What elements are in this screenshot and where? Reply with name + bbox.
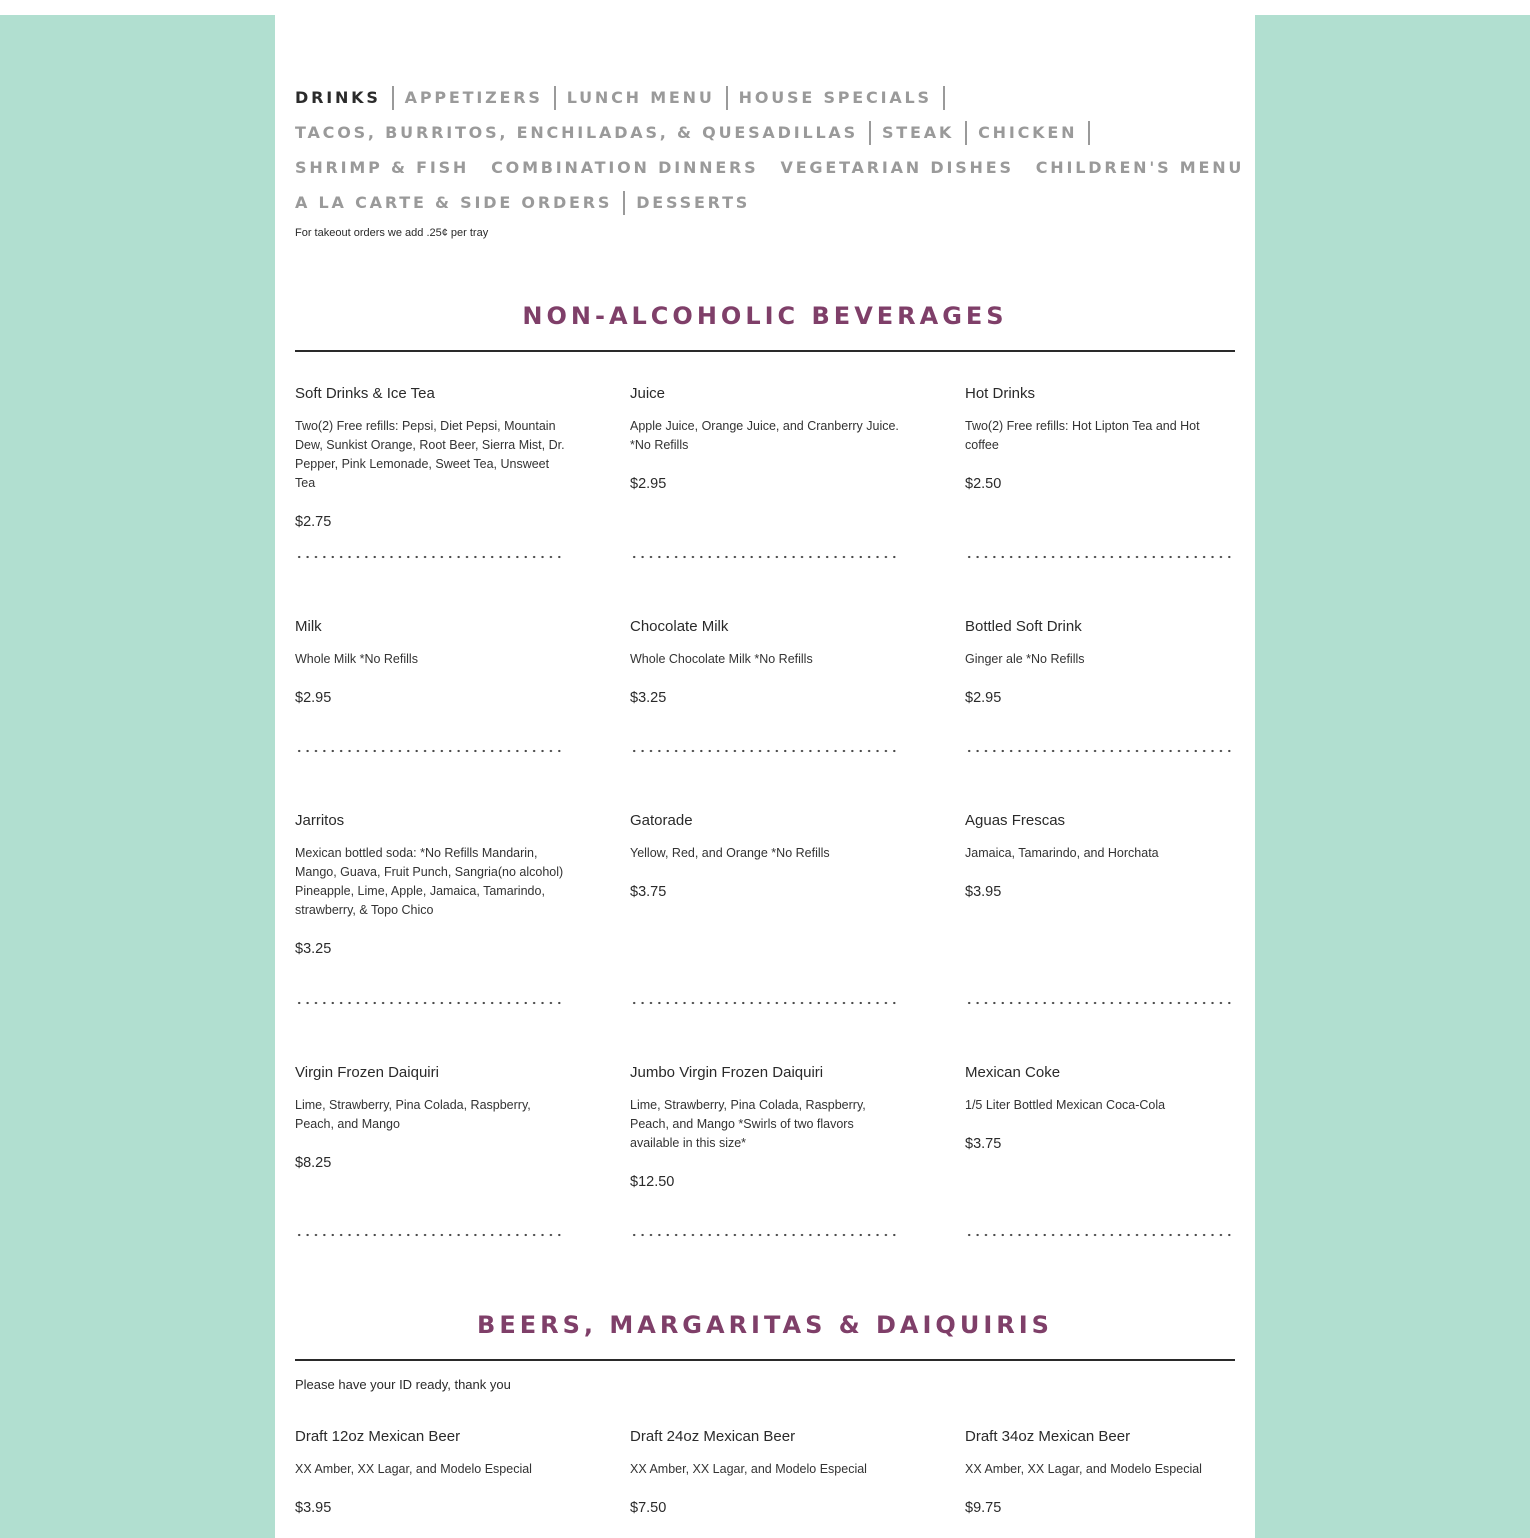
dotted-divider	[965, 555, 1235, 559]
nav-link-children-s-menu[interactable]: CHILDREN'S MENU	[1035, 157, 1245, 177]
item-price: $3.25	[295, 941, 332, 957]
item-price: $3.95	[965, 884, 1002, 900]
item-description: Jamaica, Tamarindo, and Horchata	[965, 846, 1159, 860]
dotted-divider	[295, 555, 565, 559]
item-description: XX Amber, XX Lagar, and Modelo Especial	[965, 1462, 1202, 1476]
nav-link-drinks[interactable]: DRINKS	[295, 87, 381, 107]
item-description: Whole Chocolate Milk *No Refills	[630, 652, 813, 666]
nav-row	[295, 150, 1245, 185]
id-note: Please have your ID ready, thank you	[295, 1377, 511, 1392]
dotted-divider	[295, 749, 565, 753]
item-price: $3.75	[630, 884, 667, 900]
nav-separator	[623, 191, 625, 215]
nav-separator	[554, 86, 556, 110]
nav-link-lunch-menu[interactable]: LUNCH MENU	[566, 87, 715, 107]
item-price: $12.50	[630, 1174, 675, 1190]
item-description: Lime, Strawberry, Pina Colada, Raspberry, Peach, and Mango *Swirls of two flavors available in this size*	[630, 1098, 866, 1150]
item-description: Apple Juice, Orange Juice, and Cranberry Juice. *No Refills	[630, 419, 899, 452]
item-name: Jarritos	[295, 812, 345, 829]
item-description: Two(2) Free refills: Hot Lipton Tea and Hot coffee	[965, 419, 1200, 452]
dotted-divider	[965, 1233, 1235, 1237]
nav-separator	[869, 121, 871, 145]
nav-row	[295, 185, 1235, 220]
item-description: Mexican bottled soda: *No Refills Mandarin, Mango, Guava, Fruit Punch, Sangria(no alcohol) Pineapple, Lime, Apple, Jamaica, Tamarindo, strawberry, & Topo Chico	[295, 846, 564, 917]
nav-separator	[1088, 121, 1090, 145]
dotted-divider	[965, 749, 1235, 753]
menu-item	[295, 812, 565, 958]
dotted-divider	[295, 1001, 565, 1005]
nav-link-desserts[interactable]: DESSERTS	[636, 192, 751, 212]
menu-item	[965, 618, 1235, 707]
item-description: XX Amber, XX Lagar, and Modelo Especial	[630, 1462, 867, 1476]
menu-item	[295, 1064, 565, 1172]
item-name: Hot Drinks	[965, 385, 1036, 402]
menu-item	[295, 385, 565, 531]
menu-item	[630, 1064, 900, 1191]
nav-row	[295, 115, 1235, 150]
menu-item	[965, 812, 1235, 901]
item-description: XX Amber, XX Lagar, and Modelo Especial	[295, 1462, 532, 1476]
menu-item	[630, 812, 900, 901]
nav-link-appetizers[interactable]: APPETIZERS	[404, 87, 543, 107]
item-price: $2.95	[295, 690, 332, 706]
nav-row	[295, 80, 1235, 115]
nav-link-shrimp-fish[interactable]: SHRIMP & FISH	[295, 157, 470, 177]
item-description: Two(2) Free refills: Pepsi, Diet Pepsi, Mountain Dew, Sunkist Orange, Root Beer, Sierra Mist, Dr. Pepper, Pink Lemonade, Sweet Tea, Unsweet Tea	[295, 419, 565, 490]
section-title-non-alcoholic: NON-ALCOHOLIC BEVERAGES	[522, 302, 1008, 330]
dotted-divider	[295, 1233, 565, 1237]
nav-link-house-specials[interactable]: HOUSE SPECIALS	[738, 87, 932, 107]
item-name: Virgin Frozen Daiquiri	[295, 1064, 439, 1081]
dotted-divider	[630, 1001, 900, 1005]
menu-item	[630, 385, 900, 493]
dotted-divider	[630, 749, 900, 753]
dotted-divider	[965, 1001, 1235, 1005]
menu-item	[630, 1428, 900, 1517]
item-name: Juice	[630, 385, 666, 402]
nav-link-steak[interactable]: STEAK	[881, 122, 955, 142]
nav-separator	[392, 86, 394, 110]
item-price: $9.75	[965, 1500, 1002, 1516]
menu-item	[630, 618, 900, 707]
item-name: Jumbo Virgin Frozen Daiquiri	[630, 1064, 824, 1081]
menu-item	[295, 618, 565, 707]
item-price: $3.25	[630, 690, 667, 706]
item-price: $2.95	[965, 690, 1002, 706]
item-price: $2.50	[965, 476, 1002, 492]
menu-item	[965, 1428, 1235, 1517]
section-divider	[295, 350, 1235, 352]
nav-link-tacos-burritos-enchiladas-quesadillas[interactable]: TACOS, BURRITOS, ENCHILADAS, & QUESADILLAS	[295, 122, 858, 142]
dotted-divider	[630, 555, 900, 559]
item-price: $3.75	[965, 1136, 1002, 1152]
item-price: $2.95	[630, 476, 667, 492]
item-price: $3.95	[295, 1500, 332, 1516]
nav-separator	[943, 86, 945, 110]
item-price: $2.75	[295, 514, 332, 530]
nav-link-combination-dinners[interactable]: COMBINATION DINNERS	[491, 157, 759, 177]
item-price: $8.25	[295, 1155, 332, 1171]
item-description: Whole Milk *No Refills	[295, 652, 418, 666]
nav-separator	[965, 121, 967, 145]
menu-item	[965, 385, 1235, 493]
item-name: Draft 34oz Mexican Beer	[965, 1428, 1131, 1445]
nav-separator	[726, 86, 728, 110]
item-name: Chocolate Milk	[630, 618, 729, 635]
nav-link-a-la-carte-side-orders[interactable]: A LA CARTE & SIDE ORDERS	[295, 192, 613, 212]
nav-link-chicken[interactable]: CHICKEN	[978, 122, 1078, 142]
item-name: Milk	[295, 618, 322, 635]
item-description: Yellow, Red, and Orange *No Refills	[630, 846, 830, 860]
item-name: Aguas Frescas	[965, 812, 1066, 829]
nav-link-vegetarian-dishes[interactable]: VEGETARIAN DISHES	[780, 157, 1014, 177]
item-name: Gatorade	[630, 812, 693, 829]
category-nav	[295, 80, 1245, 220]
menu-item	[965, 1064, 1235, 1153]
section-title-beers: BEERS, MARGARITAS & DAIQUIRIS	[477, 1311, 1053, 1339]
menu-page	[275, 15, 1255, 1538]
menu-item	[295, 1428, 565, 1517]
item-name: Soft Drinks & Ice Tea	[295, 385, 435, 402]
item-description: 1/5 Liter Bottled Mexican Coca-Cola	[965, 1098, 1166, 1112]
item-name: Mexican Coke	[965, 1064, 1061, 1081]
dotted-divider	[630, 1233, 900, 1237]
item-description: Ginger ale *No Refills	[965, 652, 1085, 666]
item-price: $7.50	[630, 1500, 667, 1516]
section-divider	[295, 1359, 1235, 1361]
takeout-note: For takeout orders we add .25¢ per tray	[295, 227, 489, 239]
item-description: Lime, Strawberry, Pina Colada, Raspberry, Peach, and Mango	[295, 1098, 531, 1131]
item-name: Draft 12oz Mexican Beer	[295, 1428, 461, 1445]
item-name: Draft 24oz Mexican Beer	[630, 1428, 796, 1445]
item-name: Bottled Soft Drink	[965, 618, 1082, 635]
